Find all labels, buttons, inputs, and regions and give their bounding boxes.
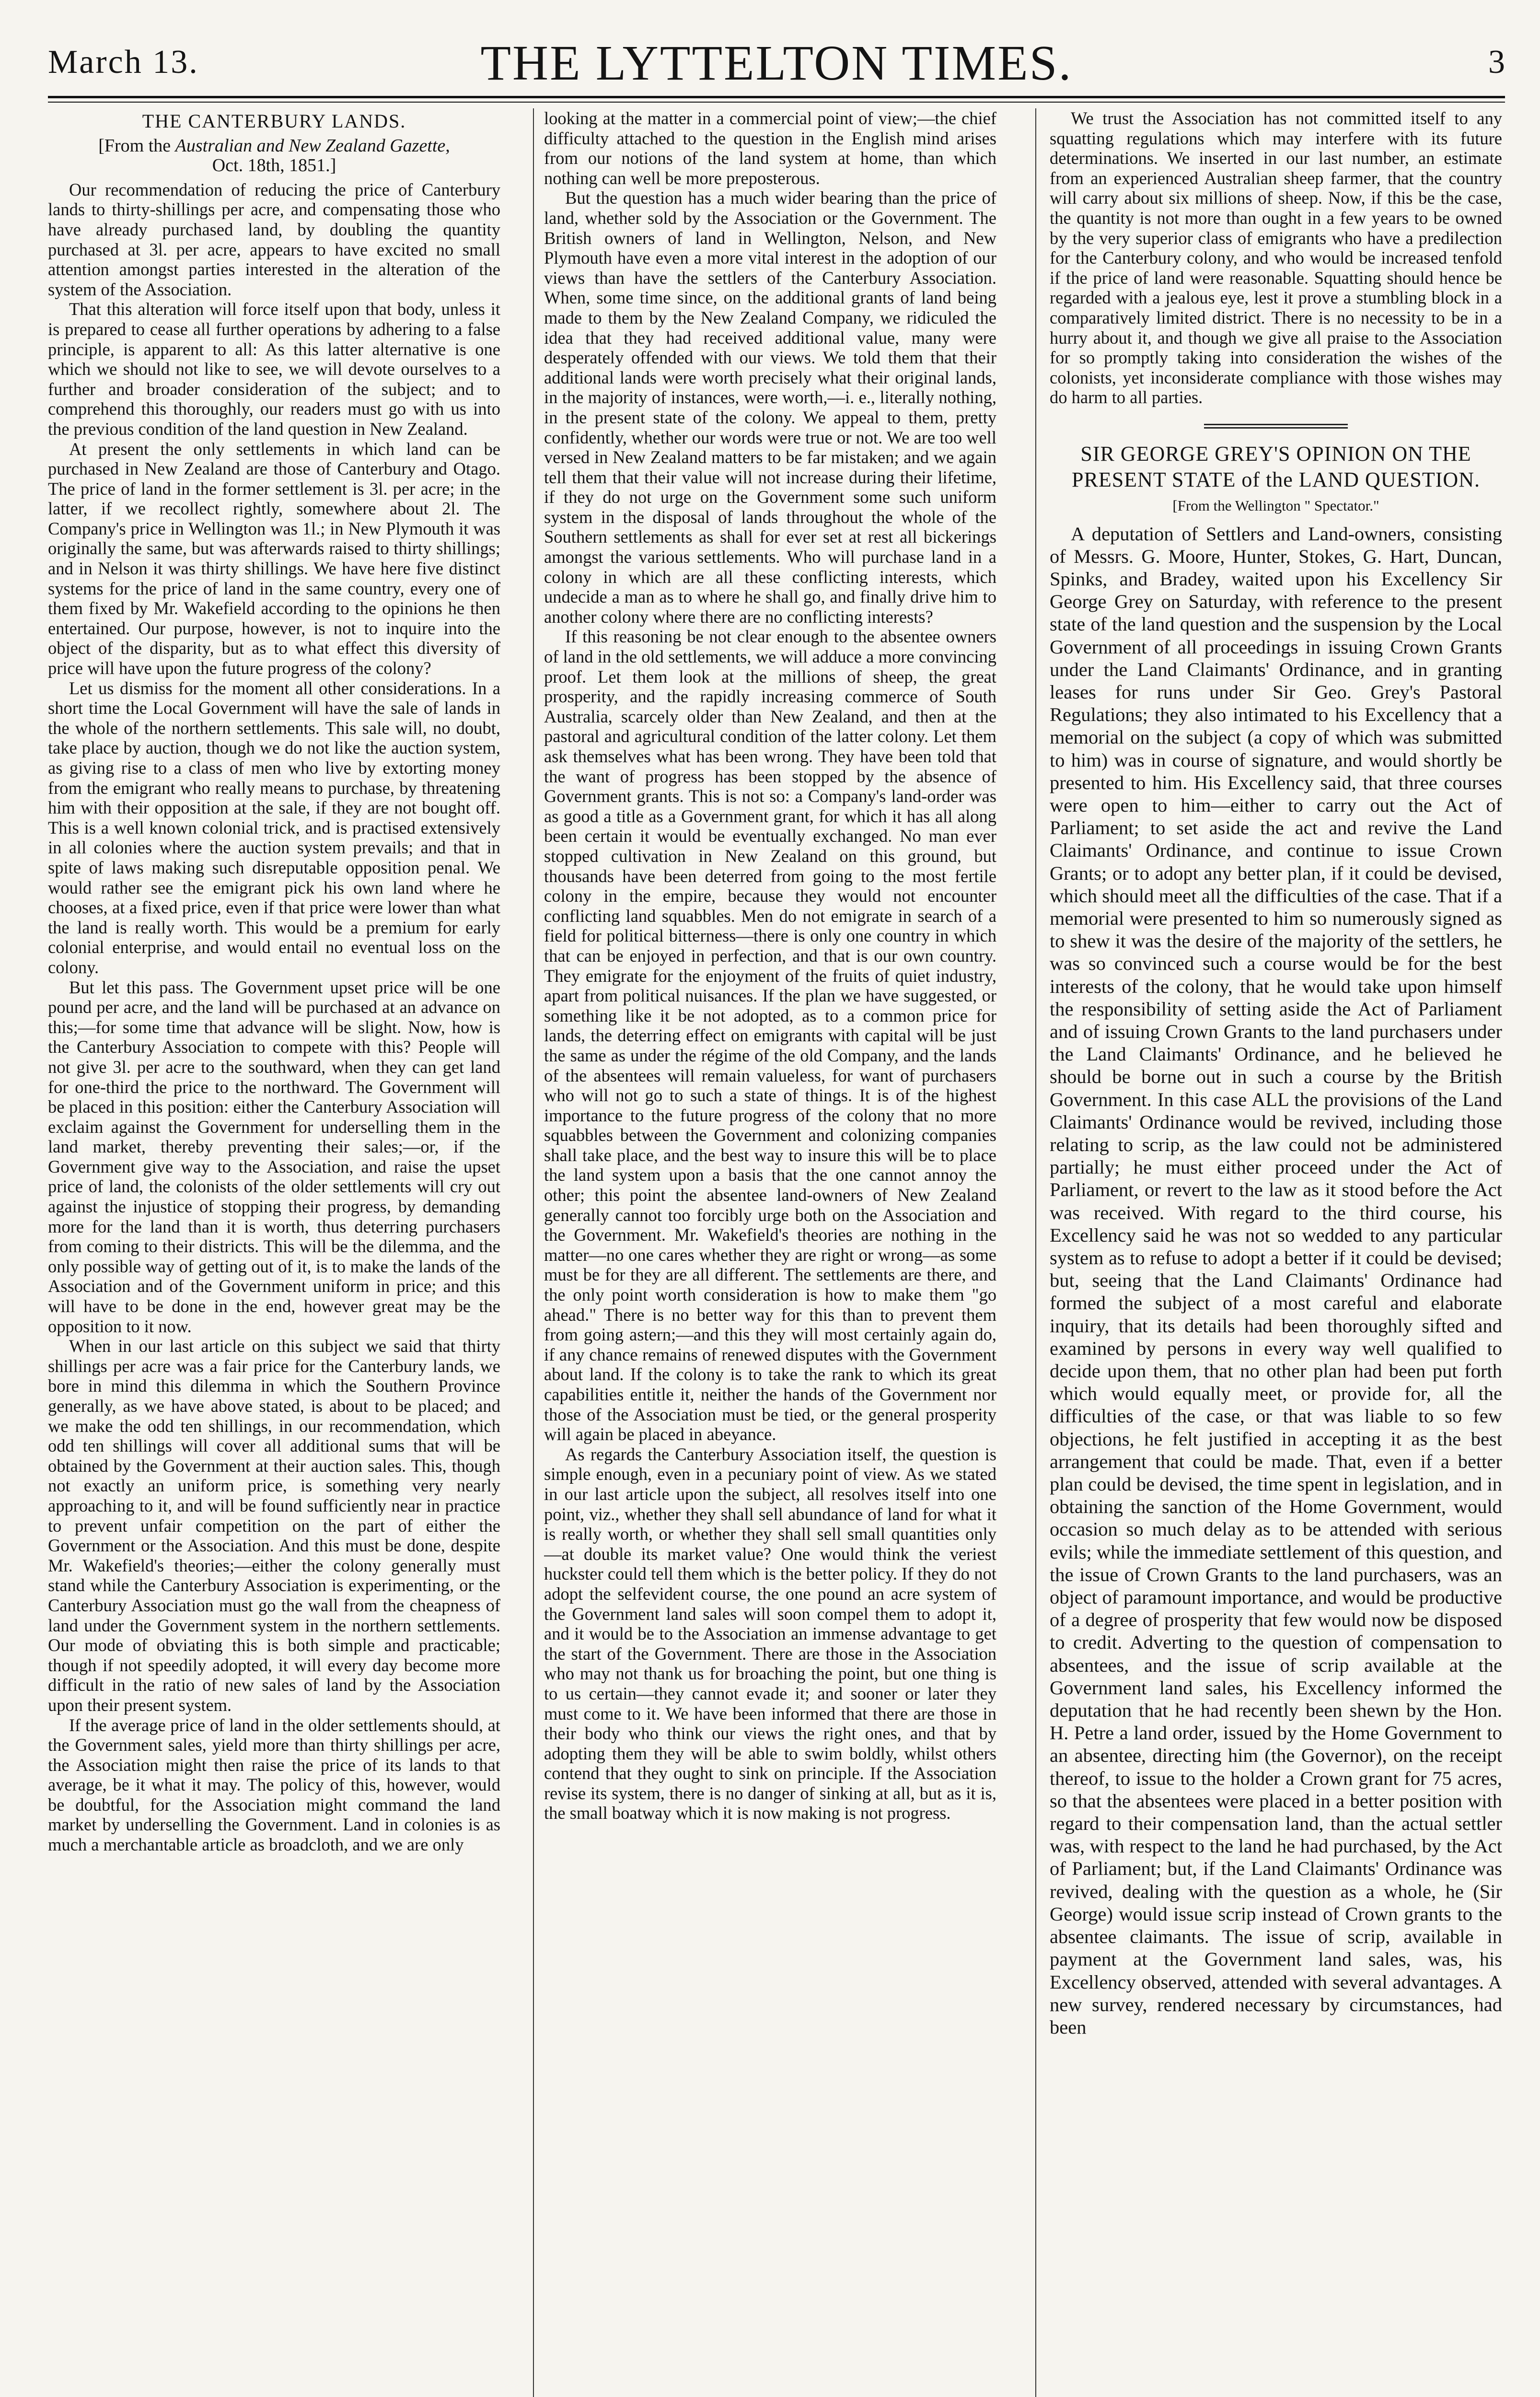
paragraph: Let us dismiss for the moment all other considerations. In a short time the Local Government will have the sale of lands in the whole of the northern settlements. This sale will, no doubt, take place by auction, though we do not like the auction system, as giving rise to a class of men who live by extorting money from the emigrant who really means to purchase, by threatening him with their opposition at the sale, if they are not bought off. This is a well known colonial trick, and is practised extensively in all colonies where the auction system prevails; and that in spite of laws making such disreputable opposition penal. We would rather see the emigrant pick his own land where he chooses, at a fixed price, even if that price were lower than what the land is really worth. This would be a premium for early colonial enterprise, and would entail no eventual loss on the colony.: [48, 678, 500, 977]
article-source: [From the Wellington " Spectator.": [1172, 497, 1379, 514]
paragraph: A deputation of Settlers and Land-owners, consisting of Messrs. G. Moore, Hunter, Stokes, G. Hart, Duncan, Spinks, and Bradey, waited upon his Excellency Sir George Grey on Saturday, with reference to the present state of the land question and the suspension by the Local Government of all proceedings in issuing Crown Grants under the Land Claimants' Ordinance, and in granting leases for runs under Sir Geo. Grey's Pastoral Regulations; they also intimated to his Excellency that a memorial on the subject (a copy of which was submitted to him) was in course of signature, and would shortly be presented to him. His Excellency said, that three courses were open to him—either to carry out the Act of Parliament; to set aside the act and revive the Land Claimants' Ordinance, and continue to issue Crown Grants; or to adopt any better plan, if it could be devised, which should meet all the difficulties of the case. That if a memorial were presented to him so numerously signed as to shew it was the desire of the majority of the settlers, he was so convinced such a course would be for the best interests of the colony, that he would take upon himself the responsibility of setting aside the Act of Parliament and of issuing Crown Grants to the land purchasers under the Land Claimants' Ordinance, and he believed he should be borne out in such a course by the British Government. In this case ALL the provisions of the Land Claimants' Ordinance would be revived, including those relating to scrip, as the law could not be administered partially; he must either proceed under the Act of Parliament, or revert to the law as it stood before the Act was received. With regard to the third course, his Excellency said he was not so wedded to any particular system as to refuse to adopt a better if it could be devised; but, seeing that the Land Claimants' Ordinance had formed the subject of a most careful and elaborate inquiry, that its details had been thoroughly sifted and examined by persons in every way well qualified to decide upon them, that no other plan had been put forth which would equally meet, or provide for, all the difficulties of the case, or that was liable to so few objections, he felt justified in accepting it as the best arrangement that could be made. That, even if a better plan could be devised, the time spent in legislation, and in obtaining the sanction of the Home Government, would occasion so much delay as to be attended with serious evils; while the immediate settlement of this question, and the issue of Crown Grants to the land purchasers, was an object of paramount importance, and would be productive of a degree of prosperity that few would now be disposed to credit. Adverting to the question of compensation to absentees, and the issue of scrip available at the Government land sales, his Excellency informed the deputation that he had recently been shewn by the Hon. H. Petre a land order, issued by the Home Government to an absentee, directing him (the Governor), on the receipt thereof, to issue to the holder a Crown grant for 75 acres, so that the absentees were placed in a better position with regard to their compensation land, than the actual settler was, with respect to the land he had purchased, by the Act of Parliament; but, if the Land Claimants' Ordinance was revived, dealing with the question as a whole, he (Sir George) would issue scrip instead of Crown grants to the absentee claimants. The issue of scrip, available in payment at the Government land sales, was, his Excellency observed, attended with several advantages. A new survey, rendered necessary by circumstances, had been: [1050, 523, 1502, 2038]
column-3: [1050, 108, 1502, 2397]
paragraph: That this alteration will force itself upon that body, unless it is prepared to cease all further operations by adhering to a false principle, is apparent to all: As this latter alternative is one which we should not like to see, we will devote ourselves to a further and broader consideration of the subject; and to comprehend this thoroughly, our readers must go with us into the previous condition of the land question in New Zealand.: [48, 299, 500, 439]
newspaper-title: THE LYTTELTON TIMES.: [480, 35, 1073, 91]
paragraph: When in our last article on this subject we said that thirty shillings per acre was a fair price for the Canterbury lands, we bore in mind this dilemma in which the Southern Province generally, as we have above stated, is about to be placed; and we make the odd ten shillings, in our recommendation, which odd ten shillings will cover all additional sums that will be obtained by the Government at their auction sales. This, though not exactly an uniform price, is something very nearly approaching to it, and will be found sufficiently near in practice to prevent unfair competition on the part of either the Government or the Association. And this must be done, despite Mr. Wakefield's theories;—either the colony generally must stand while the Canterbury Association is experimenting, or the Canterbury Association must go the wall from the cheapness of land under the Government system in the northern settlements. Our mode of obviating this is both simple and practicable; though if not speedily adopted, it will every day become more difficult in the ratio of new sales of land by the Association upon their present system.: [48, 1336, 500, 1715]
article-separator: [1204, 424, 1348, 425]
column-divider: [533, 108, 534, 2397]
masthead-rule: [48, 96, 1505, 98]
paragraph: If the average price of land in the older settlements should, at the Government sales, yield more than thirty shillings per acre, the Association might then raise the price of its lands to that average, be it what it may. The policy of this, however, would be doubtful, for the Association might command the land market by underselling the Government. Land in colonies is as much a merchantable article as broadcloth, and we are only: [48, 1715, 500, 1855]
paragraph: But let this pass. The Government upset price will be one pound per acre, and the land will be purchased at an advance on this;—for some time that advance will be slight. Now, how is the Canterbury Association to compete with this? People will not give 3l. per acre to the southward, when they can get land for one-third the price to the northward. The Government will be placed in this position: either the Canterbury Association will exclaim against the Government for underselling them in the land market, thereby preventing their sales;—or, if the Government give way to the Association, and raise the upset price of land, the colonists of the older settlements will cry out against the injustice of stopping their progress, by demanding more for the land than it is worth, thus deterring purchasers from coming to their districts. This will be the dilemma, and the only possible way of getting out of it, is to make the lands of the Association and of the Government uniform in price; and this will have to be done in the end, however great may be the opposition to it now.: [48, 977, 500, 1336]
page-number: 3: [1488, 44, 1505, 81]
masthead: [48, 35, 1505, 92]
paragraph: As regards the Canterbury Association itself, the question is simple enough, even in a pecuniary point of view. As we stated in our last article upon the subject, all resolves itself into one point, viz., whether they shall sell abundance of land for what it is really worth, or whether they shall sell small quantities only—at double its market value? One would think the veriest huckster could tell them which is the better policy. If they do not adopt the selfevident course, the one pound an acre system of the Government land sales will soon compel them to adopt it, and it would be to the Association an immense advantage to get the start of the Government. There are those in the Association who may not thank us for broaching the point, but one thing is to us certain—they cannot evade it; and sooner or later they must come to it. We have been informed that there are those in their body who think our views the right ones, and that by adopting them they will be able to swim boldly, whilst others contend that they ought to sink on principle. If the Association revise its system, there is no danger of sinking at all, but as it is, the small boatway which it is now making is not progress.: [544, 1444, 996, 1823]
article-title: SIR GEORGE GREY'S OPINION ON THE PRESENT STATE of the LAND QUESTION.: [1072, 442, 1480, 491]
paragraph: Our recommendation of reducing the price of Canterbury lands to thirty-shillings per acre, and compensating those who have already purchased land, by doubling the quantity purchased at 3l. per acre, appears to have excited no small attention amongst parties interested in the alteration of the system of the Association.: [48, 179, 500, 299]
paragraph: looking at the matter in a commercial point of view;—the chief difficulty attached to the question in the English mind arises from our notions of the land system at home, than which nothing can well be more preposterous.: [544, 108, 996, 188]
paragraph: We trust the Association has not committed itself to any squatting regulations which may interfere with its future determinations. We inserted in our last number, an estimate from an experienced Australian sheep farmer, that the country will carry about six millions of sheep. Now, if this be the case, the quantity is not more than ought in a few years to be owned by the very superior class of emigrants who have a predilection for the Canterbury colony, and who would be increased tenfold if the price of land were reasonable. Squatting should hence be regarded with a jealous eye, lest it prove a stumbling block in a comparatively limited district. There is no necessity to be in a hurry about it, and though we give all praise to the Association for so promptly taking into consideration the wishes of the colonists, yet inconsiderate compliance with those wishes may do harm to all parties.: [1050, 108, 1502, 407]
column-1: [48, 108, 500, 2397]
article-separator: [1204, 427, 1348, 429]
masthead-rule-thin: [48, 102, 1505, 103]
article-source: [From the Australian and New Zealand Gazette, Oct. 18th, 1851.]: [98, 135, 450, 176]
paragraph: If this reasoning be not clear enough to the absentee owners of land in the old settlements, we will adduce a more convincing proof. Let them look at the millions of sheep, the great prosperity, and the rapidly increasing commerce of South Australia, scarcely older than New Zealand, and then at the pastoral and agricultural condition of the latter colony. Let them ask themselves what has been wrong. They have been told that the want of progress has been stopped by the absence of Government grants. This is not so: a Company's land-order was as good a title as a Government grant, for which it has all along been certain it would be eventually exchanged. No man ever stopped cultivation in New Zealand on this ground, but thousands have been deterred from going to the most fertile colony in the empire, because they would not encounter conflicting land squabbles. Men do not emigrate in search of a field for political bitterness—there is only one country in which that can be enjoyed in perfection, and that is our own country. They emigrate for the enjoyment of the fruits of quiet industry, apart from political nuisances. If the plan we have suggested, or something like it be not adopted, as to a common price for lands, the deterring effect on emigrants with capital will be just the same as under the régime of the old Company, and the lands of the absentees will remain valueless, for want of purchasers who will not go to such a state of things. It is of the highest importance to the future progress of the colony that no more squabbles between the Government and colonizing companies shall take place, and the best way to insure this will be to place the land system upon a basis that the one cannot annoy the other; this point the absentee land-owners of New Zealand generally cannot too forcibly urge both on the Association and the Government. Mr. Wakefield's theories are nothing in the matter—no one cares whether they are right or wrong—as some must be for they are all different. The settlements are there, and the only point worth consideration is how to make them "go ahead." There is no better way for this than to prevent them from going astern;—and this they will most certainly again do, if any chance remains of renewed disputes with the Government about land. If the colony is to take the rank to which its great capabilities entitle it, neither the hands of the Government nor those of the Association must be tied, or the general prosperity will again be placed in abeyance.: [544, 627, 996, 1444]
paragraph: But the question has a much wider bearing than the price of land, whether sold by the Association or the Government. The British owners of land in Wellington, Nelson, and New Plymouth have even a more vital interest in the adoption of our views than have the settlers of the Canterbury Association. When, some time since, on the additional grants of land being made to them by the New Zealand Company, we ridiculed the idea that they had received additional value, many were desperately offended with our views. We told them that their additional lands were worth precisely what their original lands, in the majority of instances, were worth,—i. e., literally nothing, in the present state of the colony. We appeal to them, pretty confidently, whether our words were true or not. We are too well versed in New Zealand matters to be far mistaken; and we again tell them that their value will not increase during their lifetime, if they do not urge on the Government some such uniform system in the disposal of lands throughout the whole of the Southern settlements as shall for ever set at rest all bickerings amongst the various settlements. Who will purchase land in a colony in which are all these conflicting interests, which undecide a man as to where he shall go, and finally drive him to another colony where there are no conflicting interests?: [544, 188, 996, 627]
column-divider: [1035, 108, 1036, 2397]
paragraph: At present the only settlements in which land can be purchased in New Zealand are those of Canterbury and Otago. The price of land in the former settlement is 3l. per acre; in the latter, if we recollect rightly, somewhere about 2l. The Company's price in Wellington was 1l.; in New Plymouth it was originally the same, but was afterwards raised to thirty shillings; and in Nelson it was thirty shillings. We have here five distinct systems for the price of land in the same country, every one of them fixed by Mr. Wakefield according to the opinions he then entertained. Our purpose, however, is not to inquire into the object of the disparity, but as to what effect this diversity of price will have upon the future progress of the colony?: [48, 439, 500, 678]
column-2: [544, 108, 996, 2397]
issue-date: March 13.: [48, 44, 199, 81]
article-title: THE CANTERBURY LANDS.: [142, 110, 406, 132]
